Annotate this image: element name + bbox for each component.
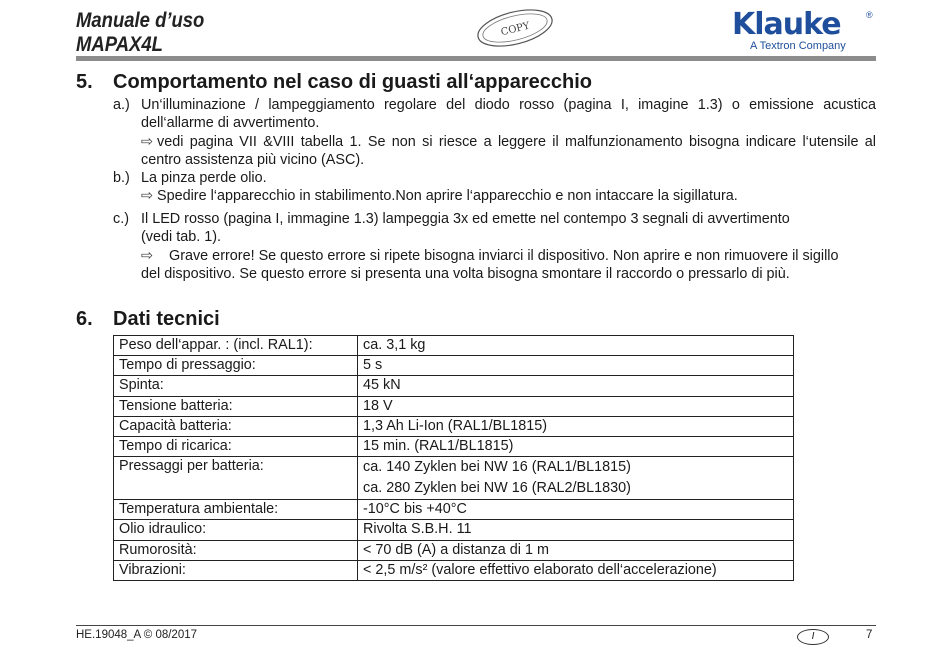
spec-value: ca. 280 Zyklen bei NW 16 (RAL2/BL1830) bbox=[363, 480, 631, 497]
language-mark: I bbox=[797, 629, 829, 645]
table-row bbox=[114, 356, 794, 376]
header-divider bbox=[76, 56, 876, 61]
table-row bbox=[114, 436, 794, 456]
arrow-right-icon: ⇨ bbox=[141, 247, 154, 264]
fault-line: La pinza perde olio. bbox=[141, 170, 267, 186]
spec-label: Olio idraulico: bbox=[114, 520, 358, 540]
fault-item-b bbox=[113, 169, 876, 207]
spec-label: Vibrazioni: bbox=[114, 560, 358, 580]
logo-tagline: A Textron Company bbox=[750, 40, 846, 52]
spec-value: -10°C bis +40°C bbox=[358, 500, 794, 520]
table-row bbox=[114, 540, 794, 560]
table-row bbox=[114, 520, 794, 540]
fault-line: del dispositivo. Se questo errore si presenta una volta bisogna smontare il raccordo o pressarlo di più. bbox=[141, 265, 790, 282]
logo-wordmark: Klauke bbox=[732, 7, 841, 42]
document-title-line1: Manuale d’uso bbox=[76, 9, 205, 32]
fault-line: vedi pagina VII &VIII tabella 1. Se non si riesce a leggere il malfunzionamento bisogna indicare l‘utensile al bbox=[157, 133, 876, 150]
section-6-title: Dati tecnici bbox=[113, 308, 220, 330]
klauke-logo bbox=[732, 8, 880, 56]
spec-label: Tensione batteria: bbox=[114, 396, 358, 416]
spec-value: < 2,5 m/s² (valore effettivo elaborato dell‘accelerazione) bbox=[358, 560, 794, 580]
fault-item-label: a.) bbox=[113, 97, 130, 113]
spec-label: Tempo di pressaggio: bbox=[114, 356, 358, 376]
fault-line: Il LED rosso (pagina I, immagine 1.3) lampeggia 3x ed emette nel contempo 3 segnali di avvertimento bbox=[141, 211, 790, 227]
technical-data-table bbox=[113, 335, 794, 581]
section-6-number: 6. bbox=[76, 308, 93, 330]
fault-line: Un‘illuminazione / lampeggiamento regolare del diodo rosso (pagina I, imagine 1.3) o emissione acustica bbox=[141, 97, 876, 113]
copy-stamp-text: COPY bbox=[499, 20, 531, 39]
spec-label: Pressaggi per batteria: bbox=[114, 457, 358, 500]
spec-label: Spinta: bbox=[114, 376, 358, 396]
spec-label: Capacità batteria: bbox=[114, 416, 358, 436]
page-number: 7 bbox=[866, 629, 873, 641]
spec-label: Tempo di ricarica: bbox=[114, 436, 358, 456]
fault-line: Spedire l‘apparecchio in stabilimento.Non aprire l‘apparecchio e non intaccare la sigillatura. bbox=[157, 188, 738, 205]
spec-value: 1,3 Ah Li-Ion (RAL1/BL1815) bbox=[358, 416, 794, 436]
table-row bbox=[114, 376, 794, 396]
table-row bbox=[114, 560, 794, 580]
table-row bbox=[114, 336, 794, 356]
spec-value: Rivolta S.B.H. 11 bbox=[358, 520, 794, 540]
table-row bbox=[114, 396, 794, 416]
document-title-line2: MAPAX4L bbox=[76, 33, 163, 56]
table-row bbox=[114, 457, 794, 500]
spec-value: < 70 dB (A) a distanza di 1 m bbox=[358, 540, 794, 560]
table-row bbox=[114, 416, 794, 436]
fault-line: centro assistenza più vicino (ASC). bbox=[141, 151, 365, 168]
fault-line: (vedi tab. 1). bbox=[141, 229, 221, 246]
fault-item-label: c.) bbox=[113, 211, 129, 227]
fault-item-c bbox=[113, 210, 876, 284]
fault-line: Grave errore! Se questo errore si ripete bisogna inviarci il dispositivo. Non aprire e non rimuovere il sigillo bbox=[169, 247, 839, 264]
table-row bbox=[114, 500, 794, 520]
arrow-right-icon: ⇨ bbox=[141, 188, 154, 205]
spec-value-cell bbox=[358, 457, 794, 500]
spec-label: Rumorosità: bbox=[114, 540, 358, 560]
footer-divider bbox=[76, 625, 876, 626]
spec-value: ca. 140 Zyklen bei NW 16 (RAL1/BL1815) bbox=[363, 459, 631, 476]
fault-item-a bbox=[113, 96, 876, 170]
arrow-right-icon: ⇨ bbox=[141, 133, 154, 150]
spec-value: 45 kN bbox=[358, 376, 794, 396]
logo-registered-mark: ® bbox=[866, 10, 873, 20]
fault-line: dell‘allarme di avvertimento. bbox=[141, 115, 320, 132]
spec-label: Temperatura ambientale: bbox=[114, 500, 358, 520]
section-5-number: 5. bbox=[76, 71, 93, 93]
spec-value: 18 V bbox=[358, 396, 794, 416]
spec-label: Peso dell‘appar. : (incl. RAL1): bbox=[114, 336, 358, 356]
document-title bbox=[76, 9, 204, 57]
spec-value: 15 min. (RAL1/BL1815) bbox=[358, 436, 794, 456]
copy-stamp bbox=[474, 8, 556, 48]
document-code: HE.19048_A © 08/2017 bbox=[76, 629, 198, 641]
section-5-title: Comportamento nel caso di guasti all‘apparecchio bbox=[113, 71, 592, 93]
fault-item-label: b.) bbox=[113, 170, 130, 186]
spec-value: ca. 3,1 kg bbox=[358, 336, 794, 356]
spec-value: 5 s bbox=[358, 356, 794, 376]
